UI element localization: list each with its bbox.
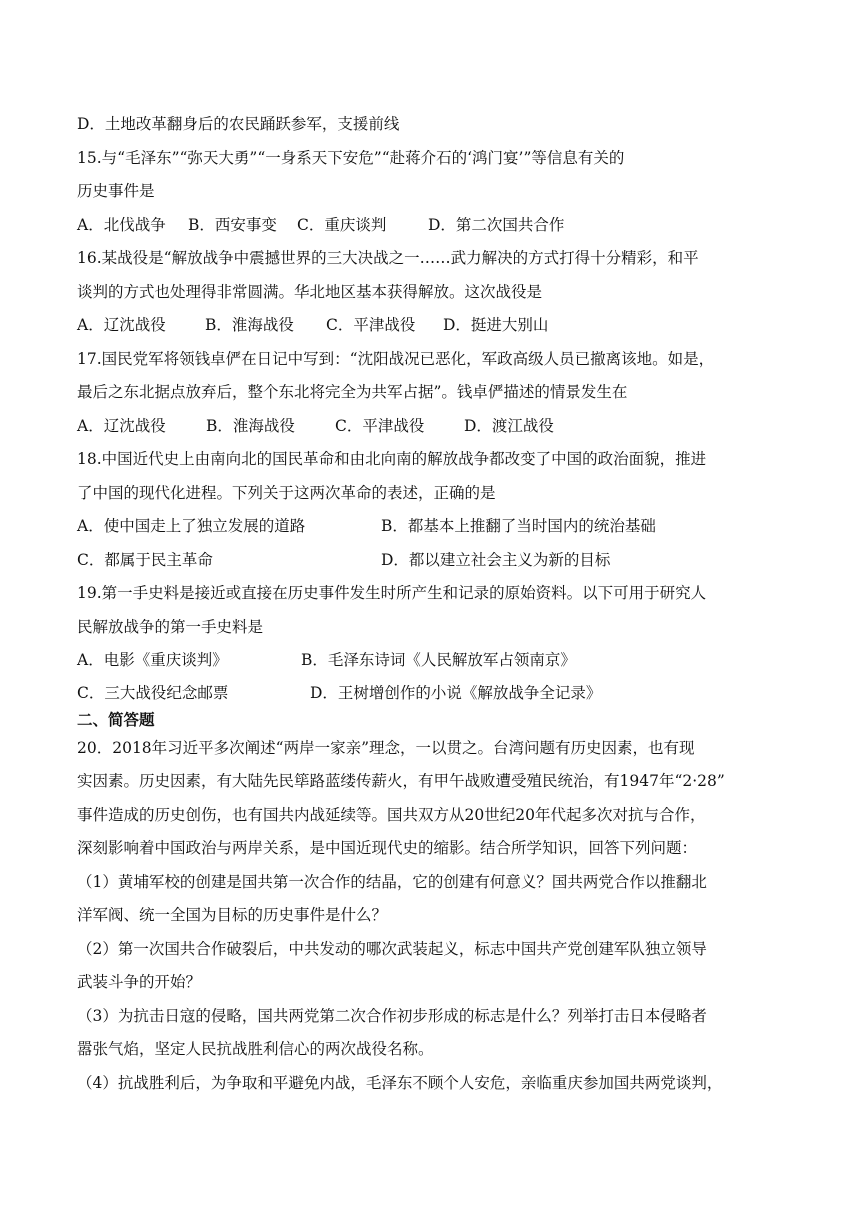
q18-option-d: D．都以建立社会主义为新的目标 (381, 550, 611, 569)
q15-option-b: B．西安事变 (188, 215, 277, 234)
q16-option-a: A．辽沈战役 (77, 316, 166, 334)
q17-option-b: B．淮海战役 (206, 416, 295, 435)
q19-option-d: D．王树增创作的小说《解放战争全记录》 (310, 683, 602, 702)
q19-option-c: C．三大战役纪念邮票 (77, 683, 229, 702)
q16-option-b: B．淮海战役 (205, 316, 294, 334)
q17-stem-line-1: 17.国民党军将领钱卓俨在日记中写到：“沈阳战况已恶化，军政高级人员已撤离该地。如是， (77, 349, 715, 368)
q20-part-1-line-2: 洋军阀、统一全国为目标的历史事件是什么？ (77, 906, 388, 924)
q20-part-3-line-1: （3）为抗击日寇的侵略，国共两党第二次合作初步形成的标志是什么？列举打击日本侵略者 (77, 1006, 707, 1025)
q20-part-2-line-2: 武装斗争的开始？ (77, 973, 202, 991)
q16-option-d: D．挺进大别山 (443, 316, 549, 334)
q16-options (77, 309, 777, 343)
q18-options-row-2 (77, 544, 777, 578)
q17-option-c: C．平津战役 (335, 416, 425, 435)
q20-part-1-line-1: （1）黄埔军校的创建是国共第一次合作的结晶，它的创建有何意义？国共两党合作以推翻北 (77, 872, 707, 891)
q16-stem-line-2: 谈判的方式也处理得非常圆满。华北地区基本获得解放。这次战役是 (77, 282, 543, 301)
q18-stem-line-1: 18.中国近代史上由南向北的国民革命和由北向南的解放战争都改变了中国的政治面貌，推进 (77, 450, 707, 468)
q19-option-a: A．电影《重庆谈判》 (77, 651, 228, 669)
q20-part-2-line-1: （2）第一次国共合作破裂后，中共发动的哪次武装起义，标志中国共产党创建军队独立领导 (77, 939, 707, 958)
q16-option-c: C．平津战役 (326, 316, 416, 334)
q19-option-b: B．毛泽东诗词《人民解放军占领南京》 (301, 651, 576, 669)
q19-stem-line-2: 民解放战争的第一手史料是 (77, 617, 264, 636)
q14-option-d: D．土地改革翻身后的农民踊跃参军，支援前线 (77, 115, 400, 133)
q17-option-a: A．辽沈战役 (77, 416, 166, 435)
q15-options (77, 209, 777, 243)
q18-option-c: C．都属于民主革命 (77, 550, 213, 569)
q19-options-row-1 (77, 644, 777, 678)
q18-stem-line-2: 了中国的现代化进程。下列关于这两次革命的表述，正确的是 (77, 483, 496, 502)
q15-option-d: D．第二次国共合作 (428, 215, 565, 234)
q18-option-a: A．使中国走上了独立发展的道路 (77, 517, 306, 535)
q20-stem-line-2: 实因素。历史因素，有大陆先民筚路蓝缕传薪火，有甲午战败遭受殖民统治，有1947年“2·28” (77, 772, 725, 790)
q20-stem-line-1: 20．2018年习近平多次阐述“两岸一家亲”理念，一以贯之。台湾问题有历史因素，也有现 (77, 738, 695, 757)
q20-stem-line-3: 事件造成的历史创伤，也有国共内战延续等。国共双方从20世纪20年代起多次对抗与合作， (77, 805, 706, 824)
q15-option-c: C．重庆谈判 (297, 215, 387, 234)
q15-stem-line-1: 15.与“毛泽东”“弥天大勇”“一身系天下安危”“赴蒋介石的‘鸿门宴’”等信息有关的 (77, 148, 625, 167)
document-page (77, 108, 777, 1100)
q17-options (77, 410, 777, 444)
q16-stem-line-1: 16.某战役是“解放战争中震撼世界的三大决战之一……武力解决的方式打得十分精彩，和平 (77, 249, 699, 267)
q19-options-row-2 (77, 678, 777, 708)
q20-stem-line-4: 深刻影响着中国政治与两岸关系，是中国近现代史的缩影。结合所学知识，回答下列问题： (77, 839, 698, 857)
q17-option-d: D．渡江战役 (464, 416, 554, 435)
q17-stem-line-2: 最后之东北据点放弃后，整个东北将完全为共军占据”。钱卓俨描述的情景发生在 (77, 383, 628, 401)
q15-stem-line-2: 历史事件是 (77, 182, 155, 200)
q15-option-a: A．北伐战争 (77, 215, 166, 234)
q19-stem-line-1: 19.第一手史料是接近或直接在历史事件发生时所产生和记录的原始资料。以下可用于研究人 (77, 584, 707, 602)
q18-options-row-1 (77, 510, 777, 544)
q20-part-3-line-2: 嚣张气焰，坚定人民抗战胜利信心的两次战役名称。 (77, 1040, 434, 1058)
section-heading: 二、简答题 (77, 709, 155, 729)
q20-part-4-line-1: （4）抗战胜利后，为争取和平避免内战，毛泽东不顾个人安危，亲临重庆参加国共两党谈判， (77, 1073, 723, 1092)
q18-option-b: B．都基本上推翻了当时国内的统治基础 (381, 517, 656, 535)
